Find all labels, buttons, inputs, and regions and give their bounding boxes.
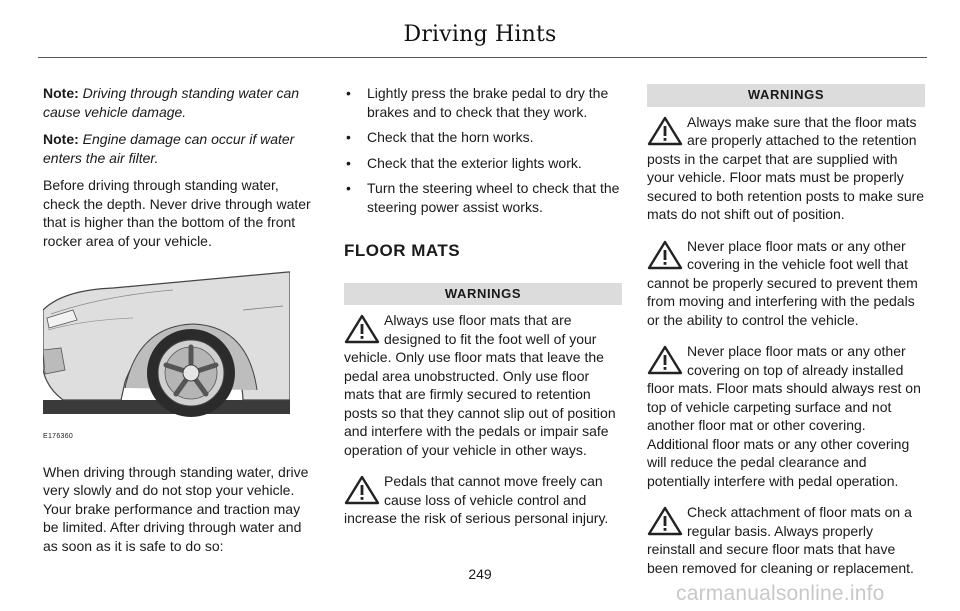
warning-triangle-icon (344, 475, 380, 505)
warning-text: Always make sure that the floor mats are properly attached to the retention posts in the carpet that are supplied with your vehicle. Floor mats must be properly secured to both retention posts to make sure mats do not shift out of position. (647, 113, 925, 222)
note-text: Driving through standing water can cause vehicle damage. (43, 85, 300, 120)
list-item-text: Turn the steering wheel to check that the steering power assist works. (367, 180, 620, 215)
watermark: carmanualsonline.info (676, 582, 885, 605)
warning-block (647, 237, 925, 330)
note-text: Engine damage can occur if water enters the air filter. (43, 131, 295, 166)
note-label: Note: (43, 131, 79, 147)
column-middle (344, 84, 622, 541)
header-divider (38, 57, 927, 58)
page-number: 249 (468, 566, 492, 582)
warning-triangle-icon (344, 314, 380, 344)
warning-block (647, 113, 925, 224)
note-engine-damage (43, 130, 319, 167)
warning-block (344, 472, 622, 528)
list-item-text: Check that the horn works. (367, 129, 534, 145)
section-heading-floor-mats: FLOOR MATS (344, 241, 461, 260)
paragraph-check-depth: Before driving through standing water, check the depth. Never drive through water that is higher than the bottom of the front rocker area of your vehicle. (43, 177, 311, 249)
warning-triangle-icon (647, 345, 683, 375)
column-left (43, 84, 319, 564)
list-item (344, 84, 622, 121)
bullet-icon: • (346, 129, 351, 145)
warning-text: Always use floor mats that are designed to fit the foot well of your vehicle. Only use floor mats that leave the pedal area unobstructed. Only use floor mats that are firmly secured to retention posts so that they cannot slip out of position and interfere with the pedals or impair safe operation of your vehicle in other ways. (344, 312, 616, 458)
list-item (344, 128, 622, 147)
warnings-heading: WARNINGS (344, 283, 622, 306)
warnings-heading: WARNINGS (647, 84, 925, 107)
bullet-icon: • (346, 180, 351, 196)
figure-id: E176360 (43, 433, 74, 440)
bullet-icon: • (346, 85, 351, 101)
warning-triangle-icon (647, 240, 683, 270)
warning-block (344, 311, 622, 459)
warning-triangle-icon (647, 506, 683, 536)
warning-text: Never place floor mats or any other covering on top of already installed floor mats. Floor mats should always rest on top of vehicle carpeting surface and not another floor mat or other covering. Additional floor mats or any other covering will reduce the pedal clearance and potentially interfere with pedal operation. (647, 343, 921, 489)
warning-text: Never place floor mats or any other covering in the vehicle foot well that cannot be properly secured to prevent them from moving and interfering with the pedals or the ability to control the vehicle. (647, 237, 918, 328)
page-title: Driving Hints (403, 22, 557, 47)
paragraph-drive-slowly: When driving through standing water, drive very slowly and do not stop your vehicle. Your brake performance and traction may be limited. After driving through water and as soon as it is safe to do so: (43, 463, 309, 554)
warning-triangle-icon (647, 116, 683, 146)
list-item (344, 179, 622, 216)
warning-block (647, 342, 925, 490)
note-water-damage (43, 84, 319, 121)
warning-text: Pedals that cannot move freely can cause loss of vehicle control and increase the risk of serious personal injury. (344, 473, 609, 526)
column-right (647, 84, 925, 590)
list-item-text: Lightly press the brake pedal to dry the brakes and to check that they work. (367, 85, 609, 120)
after-water-checklist (344, 84, 622, 216)
warning-text: Check attachment of floor mats on a regular basis. Always properly reinstall and secure floor mats that have been removed for cleaning or replacement. (647, 504, 914, 576)
bullet-icon: • (346, 154, 351, 171)
note-label: Note: (43, 85, 79, 101)
list-item-text: Check that the exterior lights work. (367, 154, 582, 171)
car-wheel-illustration (43, 270, 290, 426)
list-item (344, 154, 622, 173)
